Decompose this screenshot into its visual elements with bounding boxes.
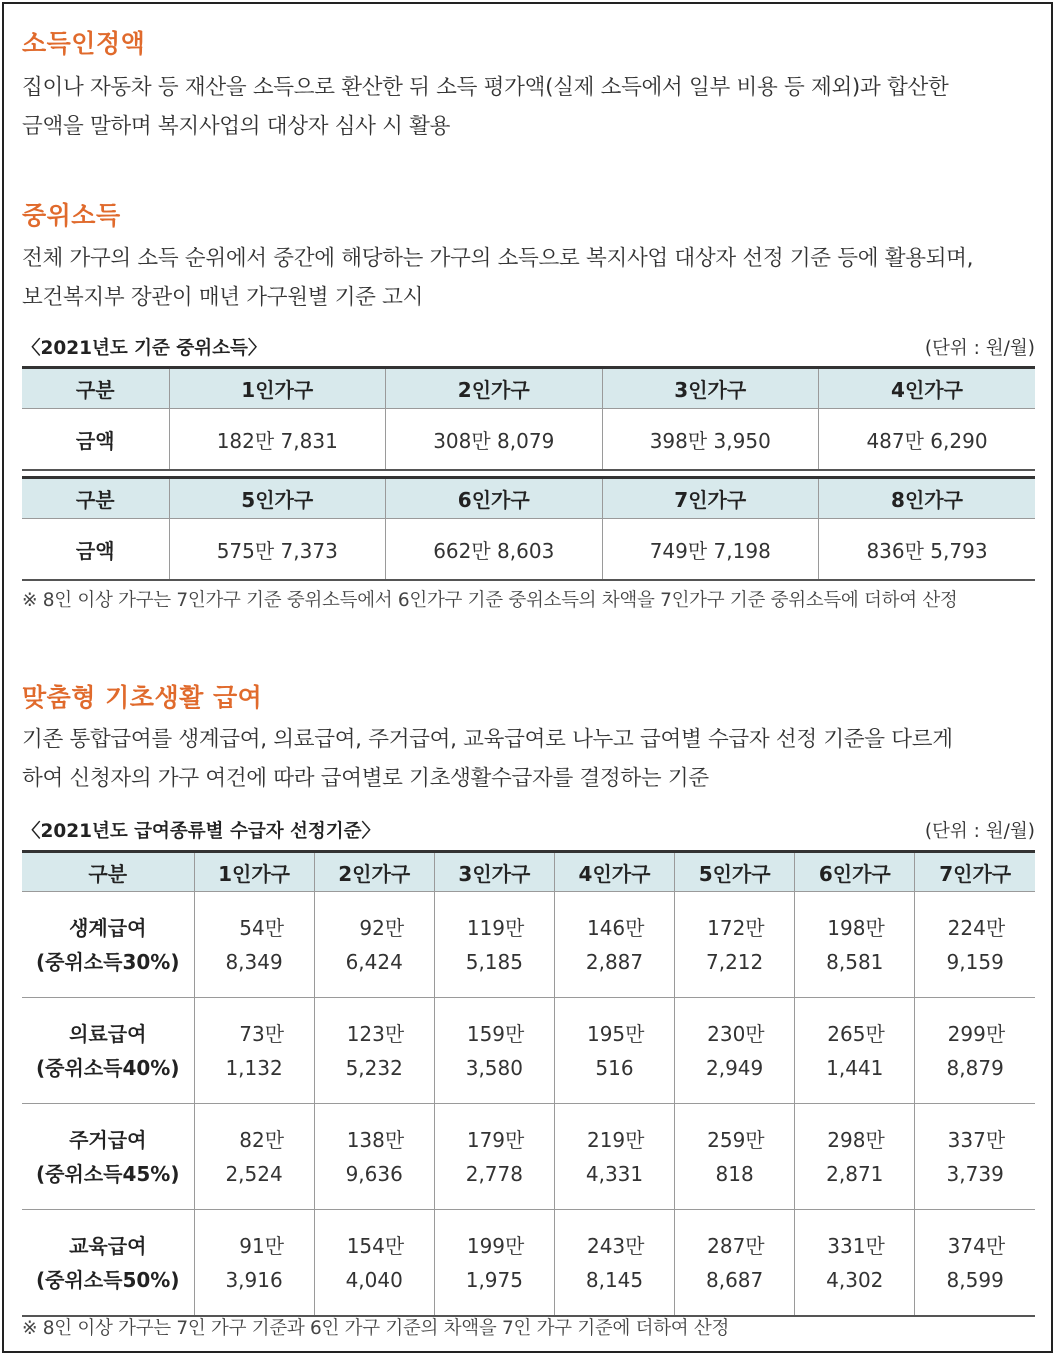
- benefit-table-body: [22, 892, 1035, 1317]
- amount-man: 159만: [466, 1021, 525, 1046]
- amount-won: 2,871: [826, 1161, 884, 1186]
- table2-caption: [22, 817, 1035, 843]
- table1-unit: (단위 : 원/월): [924, 338, 1035, 359]
- header-cell: 3인가구: [602, 368, 819, 409]
- amount-won: 9,636: [345, 1161, 403, 1186]
- header-cell: 8인가구: [819, 478, 1036, 519]
- amount-man: 298만: [827, 1127, 885, 1152]
- amount-man: 199만: [466, 1233, 525, 1258]
- benefit-type: 교육급여: [69, 1233, 147, 1258]
- value-cell: [434, 1210, 554, 1317]
- value-cell: [314, 892, 434, 998]
- amount-man: 219만: [586, 1127, 645, 1152]
- value-cell: [795, 998, 915, 1104]
- row-label: 금액: [22, 409, 169, 471]
- benefit-type: 주거급여: [69, 1127, 147, 1152]
- value-cell: [554, 998, 674, 1104]
- amount-man: 230만: [707, 1021, 765, 1046]
- table-header-row: [22, 478, 1035, 519]
- header-cell: 구분: [22, 368, 169, 409]
- value-cell: [554, 892, 674, 998]
- amount-won: 9,159: [946, 949, 1004, 974]
- header-cell: 6인가구: [795, 852, 915, 892]
- amount-man: 92만: [359, 915, 405, 940]
- benefit-type: 생계급여: [69, 915, 147, 940]
- section-title-income-recognition: 소득인정액: [22, 29, 146, 58]
- value-cell: [194, 998, 314, 1104]
- header-cell: 1인가구: [169, 368, 386, 409]
- amount-man: 154만: [346, 1233, 405, 1258]
- amount-man: 243만: [586, 1233, 645, 1258]
- amount-man: 259만: [707, 1127, 765, 1152]
- desc-line: 하여 신청자의 가구 여건에 따라 급여별로 기초생활수급자를 결정하는 기준: [22, 766, 709, 791]
- value-cell: 487만 6,290: [819, 409, 1036, 471]
- amount-won: 2,778: [465, 1161, 523, 1186]
- benefit-threshold: (중위소득50%): [36, 1267, 180, 1292]
- value-cell: [675, 1104, 795, 1210]
- row-label: [22, 1104, 194, 1210]
- amount-man: 331만: [827, 1233, 885, 1258]
- amount-man: 299만: [947, 1021, 1006, 1046]
- desc-line: 보건복지부 장관이 매년 가구원별 기준 고시: [22, 285, 424, 310]
- amount-man: 172만: [707, 915, 765, 940]
- table-row: [22, 892, 1035, 998]
- desc-line: 집이나 자동차 등 재산을 소득으로 환산한 뒤 소득 평가액(실제 소득에서 일부 비용 등 제외)과 합산한: [22, 75, 949, 100]
- amount-won: 3,580: [465, 1055, 523, 1080]
- amount-man: 179만: [466, 1127, 525, 1152]
- amount-man: 265만: [827, 1021, 885, 1046]
- amount-won: 8,879: [946, 1055, 1004, 1080]
- header-cell: 3인가구: [434, 852, 554, 892]
- row-label: [22, 892, 194, 998]
- amount-man: 195만: [586, 1021, 645, 1046]
- amount-won: 3,916: [225, 1267, 283, 1292]
- section-desc-income-recognition: [22, 68, 1035, 146]
- value-cell: 182만 7,831: [169, 409, 386, 471]
- header-cell: 6인가구: [386, 478, 603, 519]
- benefit-criteria-table: [22, 850, 1035, 1317]
- amount-won: 5,232: [345, 1055, 403, 1080]
- header-cell: 4인가구: [819, 368, 1036, 409]
- value-cell: [795, 1104, 915, 1210]
- desc-line: 금액을 말하며 복지사업의 대상자 심사 시 활용: [22, 114, 451, 139]
- value-cell: 398만 3,950: [602, 409, 819, 471]
- value-cell: 749만 7,198: [602, 519, 819, 581]
- amount-man: 146만: [586, 915, 645, 940]
- table-row: [22, 519, 1035, 581]
- amount-won: 818: [715, 1161, 754, 1186]
- header-cell: 구분: [22, 852, 194, 892]
- median-income-table-1: [22, 366, 1035, 471]
- value-cell: [675, 1210, 795, 1317]
- value-cell: 575만 7,373: [169, 519, 386, 581]
- header-cell: 5인가구: [169, 478, 386, 519]
- value-cell: [554, 1104, 674, 1210]
- amount-man: 374만: [947, 1233, 1006, 1258]
- amount-won: 8,349: [225, 949, 283, 974]
- row-label: [22, 998, 194, 1104]
- value-cell: [675, 892, 795, 998]
- value-cell: [434, 892, 554, 998]
- header-cell: 7인가구: [602, 478, 819, 519]
- amount-man: 54만: [239, 915, 285, 940]
- header-cell: 2인가구: [386, 368, 603, 409]
- value-cell: [915, 892, 1035, 998]
- benefit-threshold: (중위소득40%): [36, 1055, 180, 1080]
- amount-won: 8,145: [585, 1267, 644, 1292]
- amount-won: 4,302: [826, 1267, 884, 1292]
- row-label: [22, 1210, 194, 1317]
- amount-man: 337만: [947, 1127, 1006, 1152]
- amount-man: 123만: [346, 1021, 405, 1046]
- value-cell: [795, 892, 915, 998]
- header-cell: 7인가구: [915, 852, 1035, 892]
- row-label: 금액: [22, 519, 169, 581]
- value-cell: 836만 5,793: [819, 519, 1036, 581]
- header-cell: 구분: [22, 478, 169, 519]
- amount-won: 1,132: [225, 1055, 283, 1080]
- value-cell: [434, 998, 554, 1104]
- value-cell: [554, 1210, 674, 1317]
- header-cell: 4인가구: [554, 852, 674, 892]
- value-cell: [194, 1210, 314, 1317]
- value-cell: [314, 1210, 434, 1317]
- benefit-type: 의료급여: [69, 1021, 147, 1046]
- amount-man: 198만: [827, 915, 885, 940]
- table-row: [22, 1210, 1035, 1317]
- value-cell: [795, 1210, 915, 1317]
- section-title-median-income: 중위소득: [22, 201, 121, 230]
- amount-won: 2,524: [225, 1161, 283, 1186]
- amount-won: 7,212: [706, 949, 764, 974]
- value-cell: [434, 1104, 554, 1210]
- amount-won: 1,441: [826, 1055, 884, 1080]
- amount-won: 516: [595, 1055, 634, 1080]
- table-header-row: [22, 368, 1035, 409]
- table-row: [22, 998, 1035, 1104]
- value-cell: [915, 998, 1035, 1104]
- benefit-threshold: (중위소득30%): [36, 949, 180, 974]
- median-income-table-2: [22, 476, 1035, 581]
- benefit-threshold: (중위소득45%): [36, 1161, 180, 1186]
- value-cell: [314, 998, 434, 1104]
- table1-title: 〈2021년도 기준 중위소득〉: [22, 338, 267, 359]
- section-title-customized-benefit: 맞춤형 기초생활 급여: [22, 683, 263, 712]
- table1-caption: [22, 334, 1035, 360]
- table2-unit: (단위 : 원/월): [924, 821, 1035, 842]
- amount-man: 91만: [239, 1233, 285, 1258]
- section-desc-customized-benefit: [22, 720, 1035, 798]
- amount-man: 224만: [947, 915, 1006, 940]
- amount-won: 2,887: [585, 949, 644, 974]
- amount-won: 1,975: [465, 1267, 523, 1292]
- table1-note: ※ 8인 이상 가구는 7인가구 기준 중위소득에서 6인가구 기준 중위소득의 차액을 7인가구 기준 중위소득에 더하여 산정: [22, 590, 958, 611]
- table2-note: ※ 8인 이상 가구는 7인 가구 기준과 6인 가구 기준의 차액을 7인 가구 기준에 더하여 산정: [22, 1318, 730, 1339]
- value-cell: [675, 998, 795, 1104]
- amount-man: 287만: [707, 1233, 765, 1258]
- amount-won: 3,739: [946, 1161, 1004, 1186]
- amount-won: 2,949: [706, 1055, 764, 1080]
- value-cell: [194, 892, 314, 998]
- amount-won: 8,599: [946, 1267, 1004, 1292]
- header-cell: 1인가구: [194, 852, 314, 892]
- section-desc-median-income: [22, 239, 1035, 317]
- amount-won: 8,581: [826, 949, 884, 974]
- amount-man: 82만: [239, 1127, 285, 1152]
- table2-title: 〈2021년도 급여종류별 수급자 선정기준〉: [22, 821, 381, 842]
- amount-man: 73만: [239, 1021, 285, 1046]
- amount-man: 138만: [346, 1127, 405, 1152]
- amount-won: 6,424: [345, 949, 403, 974]
- header-cell: 5인가구: [675, 852, 795, 892]
- value-cell: 308만 8,079: [386, 409, 603, 471]
- value-cell: 662만 8,603: [386, 519, 603, 581]
- amount-man: 119만: [466, 915, 525, 940]
- header-cell: 2인가구: [314, 852, 434, 892]
- table-header-row: [22, 852, 1035, 892]
- amount-won: 5,185: [465, 949, 523, 974]
- desc-line: 전체 가구의 소득 순위에서 중간에 해당하는 가구의 소득으로 복지사업 대상자 선정 기준 등에 활용되며,: [22, 246, 974, 271]
- amount-won: 8,687: [706, 1267, 764, 1292]
- amount-won: 4,040: [345, 1267, 403, 1292]
- amount-won: 4,331: [585, 1161, 644, 1186]
- value-cell: [915, 1210, 1035, 1317]
- value-cell: [314, 1104, 434, 1210]
- desc-line: 기존 통합급여를 생계급여, 의료급여, 주거급여, 교육급여로 나누고 급여별 수급자 선정 기준을 다르게: [22, 727, 953, 752]
- table-row: [22, 1104, 1035, 1210]
- value-cell: [194, 1104, 314, 1210]
- table-row: [22, 409, 1035, 471]
- value-cell: [915, 1104, 1035, 1210]
